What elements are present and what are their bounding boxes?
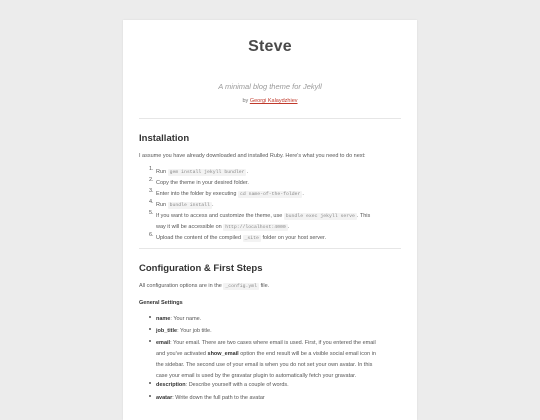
setting-desc: : Your email. There are two cases where email is used. First, if you entered the email xyxy=(170,340,376,346)
setting-desc: : Your job title. xyxy=(177,328,212,334)
intro-text-part: file. xyxy=(260,283,270,289)
setting-key: email xyxy=(156,340,171,346)
author-link[interactable]: Georgi Kalaydzhiev xyxy=(249,98,298,104)
setting-text xyxy=(156,393,401,404)
general-settings-heading: General Settings xyxy=(139,300,183,306)
step-text-part: . xyxy=(211,202,214,208)
step-text-part: . xyxy=(246,169,248,175)
setting-text xyxy=(156,338,401,382)
step-text-part: . xyxy=(287,224,290,230)
byline-prefix: by xyxy=(242,98,249,104)
setting-key: show_email xyxy=(207,351,239,357)
step-text xyxy=(156,200,401,211)
step-number: 5. xyxy=(149,210,154,216)
setting-text xyxy=(156,314,401,325)
step-text-part: way it will be accessible on xyxy=(156,224,222,230)
setting-key: avatar xyxy=(156,395,173,401)
step-text: Copy the theme in your desired folder. xyxy=(156,180,249,186)
divider xyxy=(139,118,401,119)
divider xyxy=(139,248,401,249)
step-text xyxy=(156,211,401,233)
setting-text xyxy=(156,380,401,391)
setting-key: name xyxy=(156,316,171,322)
setting-desc: : Your name. xyxy=(170,316,202,322)
step-number: 2. xyxy=(149,177,154,183)
inline-code: bundle exec jekyll serve xyxy=(285,214,355,219)
installation-heading: Installation xyxy=(139,133,190,144)
inline-code: gem install jekyll bundler xyxy=(169,170,245,175)
setting-key: description xyxy=(156,382,186,388)
byline xyxy=(139,98,401,104)
inline-code: bundle install xyxy=(169,203,210,208)
inline-code: cd name-of-the-folder xyxy=(239,192,301,197)
step-text-part: Enter into the folder by executing xyxy=(156,191,237,197)
step-text-part: Run xyxy=(156,169,167,175)
step-number: 1. xyxy=(149,166,154,172)
site-title: Steve xyxy=(248,38,292,55)
step-text-part: Upload the content of the compiled xyxy=(156,235,242,241)
step-text xyxy=(156,189,401,200)
configuration-heading: Configuration & First Steps xyxy=(139,263,263,274)
setting-desc: : Describe yourself with a couple of words. xyxy=(185,382,289,388)
setting-desc: and you've activated xyxy=(156,351,206,357)
bullet-icon xyxy=(149,316,151,318)
installation-intro: I assume you have already downloaded and installed Ruby. Here's what you need to do next: xyxy=(139,153,366,159)
inline-code: http://localhost:4000 xyxy=(225,225,286,230)
bullet-icon xyxy=(149,382,151,384)
step-number: 3. xyxy=(149,188,154,194)
site-subtitle: A minimal blog theme for Jekyll xyxy=(218,82,322,91)
setting-key: job_title xyxy=(156,328,178,334)
bullet-icon xyxy=(149,340,151,342)
setting-desc: the sidebar. The second use of your email is when you do not set your own avatar. In this xyxy=(156,362,373,368)
setting-desc: : Write down the full path to the avatar xyxy=(172,395,265,401)
step-text-part: Run xyxy=(156,202,167,208)
content-card xyxy=(123,20,417,420)
step-text xyxy=(156,167,401,178)
step-number: 6. xyxy=(149,232,154,238)
step-text xyxy=(156,233,401,244)
step-text-part: . xyxy=(302,191,304,197)
step-number: 4. xyxy=(149,199,154,205)
step-text-part: folder on your host server. xyxy=(262,235,327,241)
setting-desc: case your email is used by the gravatar plugin to automatically fetch your gravatar. xyxy=(156,373,357,379)
step-text-part: If you want to access and customize the theme, use xyxy=(156,213,283,219)
step-text-part: . This xyxy=(356,213,371,219)
bullet-icon xyxy=(149,328,151,330)
configuration-intro xyxy=(139,284,401,290)
bullet-icon xyxy=(149,395,151,397)
inline-code: _config.yml xyxy=(225,284,258,289)
setting-desc: option the end result will be a visible social email icon in xyxy=(240,351,376,357)
inline-code: _site xyxy=(244,236,259,241)
intro-text-part: All configuration options are in the xyxy=(139,283,222,289)
setting-text xyxy=(156,326,401,337)
